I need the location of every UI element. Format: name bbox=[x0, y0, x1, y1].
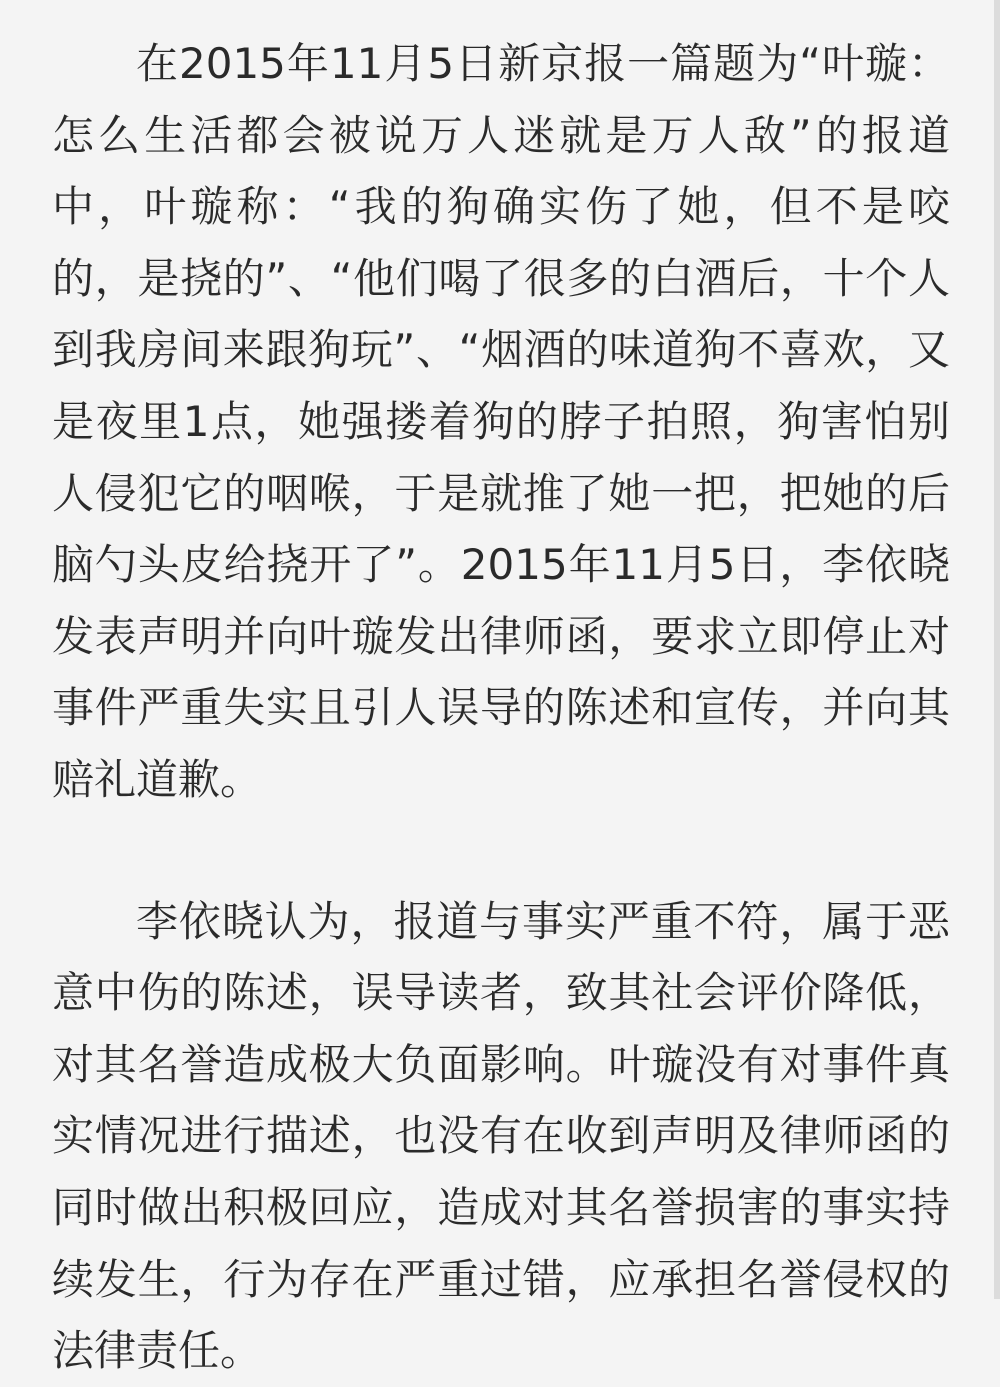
article-body bbox=[52, 28, 950, 1387]
scrollbar[interactable] bbox=[994, 0, 1000, 1299]
paragraph-1: 在2015年11月5日新京报一篇题为“叶璇：怎么生活都会被说万人迷就是万人敌”的报道中，叶璇称：“我的狗确实伤了她，但不是咬的，是挠的”、“他们喝了很多的白酒后，十个人到我房间来跟狗玩”、“烟酒的味道狗不喜欢，又是夜里1点，她强搂着狗的脖子拍照，狗害怕别人侵犯它的咽喉，于是就推了她一把，把她的后脑勺头皮给挠开了”。2015年11月5日，李依晓发表声明并向叶璇发出律师函，要求立即停止对事件严重失实且引人误导的陈述和宣传，并向其赔礼道歉。 bbox=[52, 39, 950, 804]
paragraph-2: 李依晓认为，报道与事实严重不符，属于恶意中伤的陈述，误导读者，致其社会评价降低，对其名誉造成极大负面影响。叶璇没有对事件真实情况进行描述，也没有在收到声明及律师函的同时做出积极回应，造成对其名誉损害的事实持续发生，行为存在严重过错，应承担名誉侵权的法律责任。 bbox=[52, 896, 950, 1376]
